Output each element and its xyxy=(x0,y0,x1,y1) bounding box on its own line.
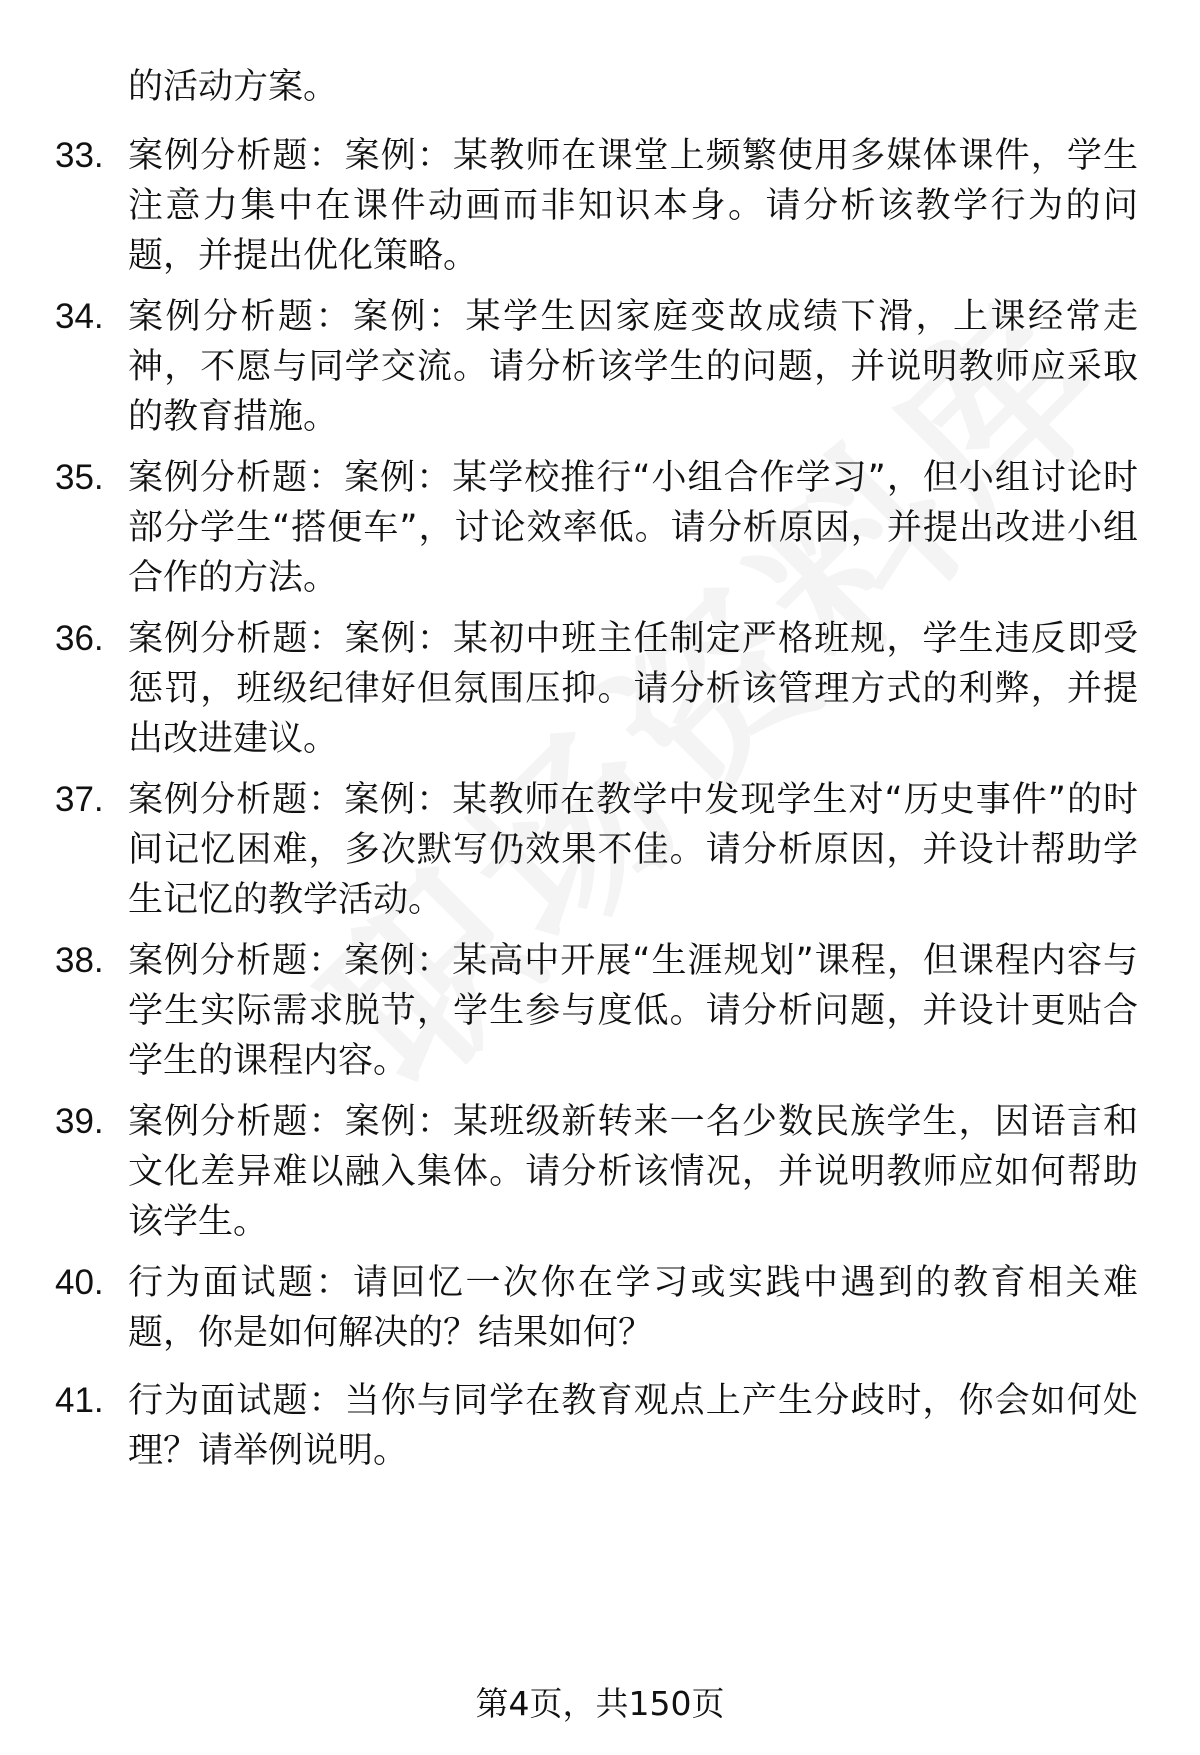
continuation-text: 的活动方案。 xyxy=(128,67,339,107)
question-text: 案例分析题：案例：某高中开展“生涯规划”课程，但课程内容与学生实际需求脱节，学生参与度低。请分析问题，并设计更贴合学生的课程内容。 xyxy=(128,941,1138,1081)
question-text: 案例分析题：案例：某初中班主任制定严格班规，学生违反即受惩罚，班级纪律好但氛围压抑。请分析该管理方式的利弊，并提出改进建议。 xyxy=(128,619,1138,759)
question-number: 36. xyxy=(55,619,104,658)
question-number: 41. xyxy=(55,1381,104,1420)
question-text: 案例分析题：案例：某学校推行“小组合作学习”，但小组讨论时部分学生“搭便车”，讨论效率低。请分析原因，并提出改进小组合作的方法。 xyxy=(128,458,1138,598)
question-text: 行为面试题：当你与同学在教育观点上产生分歧时，你会如何处理？请举例说明。 xyxy=(128,1381,1138,1471)
question-number: 40. xyxy=(55,1263,104,1302)
question-number: 39. xyxy=(55,1102,104,1141)
page-number-footer: 第4页，共150页 xyxy=(475,1684,725,1723)
question-text: 案例分析题：案例：某学生因家庭变故成绩下滑，上课经常走神，不愿与同学交流。请分析该学生的问题，并说明教师应采取的教育措施。 xyxy=(128,297,1138,437)
question-number: 34. xyxy=(55,297,104,336)
question-text: 行为面试题：请回忆一次你在学习或实践中遇到的教育相关难题，你是如何解决的？结果如何？ xyxy=(128,1263,1138,1353)
question-text: 案例分析题：案例：某班级新转来一名少数民族学生，因语言和文化差异难以融入集体。请分析该情况，并说明教师应如何帮助该学生。 xyxy=(128,1102,1138,1242)
question-number: 38. xyxy=(55,941,104,980)
question-number: 37. xyxy=(55,780,104,819)
question-text: 案例分析题：案例：某教师在教学中发现学生对“历史事件”的时间记忆困难，多次默写仍效果不佳。请分析原因，并设计帮助学生记忆的教学活动。 xyxy=(128,780,1138,920)
question-number: 35. xyxy=(55,458,104,497)
question-text: 案例分析题：案例：某教师在课堂上频繁使用多媒体课件，学生注意力集中在课件动画而非知识本身。请分析该教学行为的问题，并提出优化策略。 xyxy=(128,136,1138,276)
question-number: 33. xyxy=(55,136,104,175)
